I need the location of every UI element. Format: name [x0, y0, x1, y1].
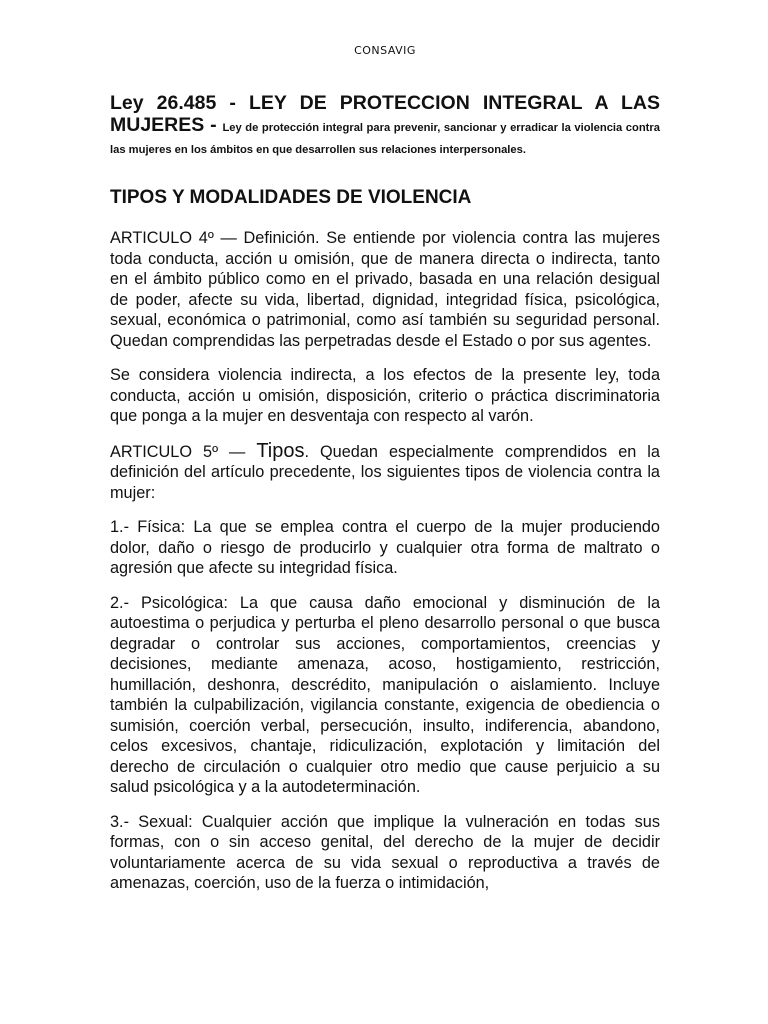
article-5-title-word: Tipos: [256, 439, 305, 462]
document-body: [110, 228, 660, 908]
article-5-text: . Quedan especialmente comprendidos en la definición del artículo precedente, los siguientes tipos de violencia contra la mujer:: [110, 442, 660, 502]
law-title-main: Ley 26.485 - LEY DE PROTECCION INTEGRAL A LAS MUJERES -: [110, 92, 660, 136]
article-5-prefix: ARTICULO 5º —: [110, 442, 257, 461]
document-page: [110, 0, 660, 1024]
article-5-paragraph: [110, 441, 660, 504]
law-title: [110, 92, 660, 158]
type-2-paragraph: 2.- Psicológica: La que causa daño emocional y disminución de la autoestima o perjudica y perturba el pleno desarrollo personal o que busca degradar o controlar sus acciones, comportamientos, creencias y decisiones, mediante amenaza, acoso, hostigamiento, restricción, humillación, deshonra, descrédito, manipulación o aislamiento. Incluye también la culpabilización, vigilancia constante, exigencia de obediencia o sumisión, coerción verbal, persecución, insulto, indiferencia, abandono, celos excesivos, chantaje, ridiculización, explotación y limitación del derecho de circulación o cualquier otro medio que cause perjuicio a su salud psicológica y a la autodeterminación.: [110, 593, 660, 796]
law-subtitle: Ley de protección integral para prevenir, sancionar y erradicar la violencia contra las mujeres en los ámbitos en que desarrollen sus relaciones interpersonales.: [110, 122, 660, 156]
indirect-violence-paragraph: Se considera violencia indirecta, a los efectos de la presente ley, toda conducta, acción u omisión, disposición, criterio o práctica discriminatoria que ponga a la mujer en desventaja con respecto al varón.: [110, 366, 660, 425]
type-1-paragraph: 1.- Física: La que se emplea contra el cuerpo de la mujer produciendo dolor, daño o riesgo de producirlo y cualquier otra forma de maltrato o agresión que afecte su integridad física.: [110, 518, 660, 577]
page-header: CONSAVIG: [354, 44, 416, 57]
type-3-paragraph: 3.- Sexual: Cualquier acción que implique la vulneración en todas sus formas, con o sin acceso genital, del derecho de la mujer de decidir voluntariamente acerca de su vida sexual o reproductiva a través de amenazas, coerción, uso de la fuerza o intimidación,: [110, 812, 660, 892]
section-heading: TIPOS Y MODALIDADES DE VIOLENCIA: [110, 187, 472, 208]
article-4-paragraph: ARTICULO 4º — Definición. Se entiende por violencia contra las mujeres toda conducta, acción u omisión, que de manera directa o indirecta, tanto en el ámbito público como en el privado, basada en una relación desigual de poder, afecte su vida, libertad, dignidad, integridad física, psicológica, sexual, económica o patrimonial, como así también su seguridad personal. Quedan comprendidas las perpetradas desde el Estado o por sus agentes.: [110, 229, 660, 350]
